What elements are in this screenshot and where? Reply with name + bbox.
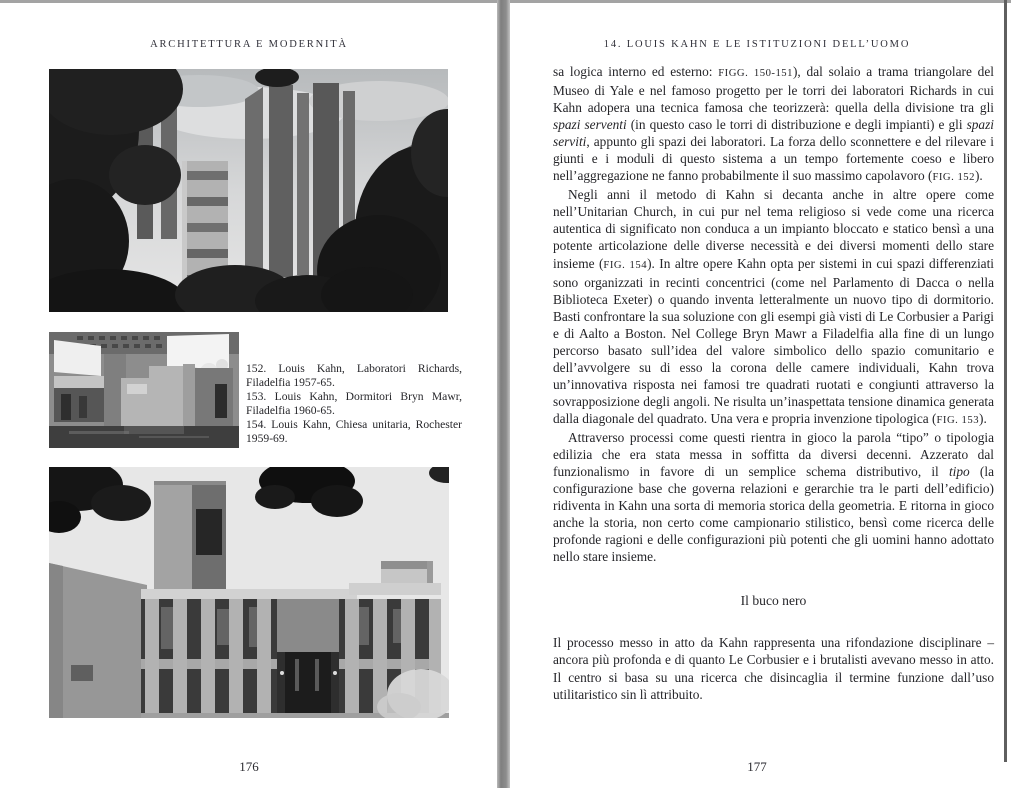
photo-richards-laboratories xyxy=(49,69,448,312)
photo-unitarian-church xyxy=(49,467,449,718)
paragraph-2: Negli anni il metodo di Kahn si decanta anche in altre opere come nell’Unitarian Church, in cui pur nel tema religioso si vede come una ricerca autentica di significato non conduca a un impianto bloccato e statico bensì a una potente articolazione delle diverse necessità e dei diversi momenti dello stare insieme (FIG. 154). In altre opere Kahn opta per sistemi in cui spazi differenziati sono organizzati in recinti concentrici (come nel Parlamento di Dacca o nella Biblioteca Exeter) o quando inventa letteralmente un nuovo tipo di dormitorio. Basti confrontare la sua soluzione con gli esempi già visti di Le Corbusier a Parigi e di Aalto a Boston. Nel College Bryn Mawr a Filadelfia alla fine di un lungo percorso basato sull’idea del valore simbolico dello spazio comunitario e dell’avvolgere su di esso la corona delle camere individuali, Kahn trova un’innovativa risposta nei famosi tre quadrati ruotati e congiunti attraverso la sovrapposizione degli angoli. Ne risulta un’inaspettata tensione dinamica generata dalla diagonale del quadrato. Una vera e propria invenzione tipologica (FIG. 153). xyxy=(553,187,994,426)
paragraph-1: sa logica interno ed esterno: FIGG. 150-151), dal solaio a trama triangolare del Museo di Yale e nel famoso progetto per le torri dei laboratori Richards in cui Kahn adopera una tecnica famosa che teorizzerà: quella della divisione tra gli spazi serventi (in questo caso le torri di distribuzione e degli impianti) e gli spazi serviti, appunto gli spazi dei laboratori. La forza dello sconnettere e del rilevare i giunti e i moduli di questo sistema a un tempo fortemente coeso e libero nell’aggregazione ne fanno probabilmente il suo massimo capolavoro (FIG. 152). xyxy=(553,64,994,184)
right-page-number: 177 xyxy=(747,759,767,774)
body-text xyxy=(553,63,994,703)
left-page-number: 176 xyxy=(239,759,259,774)
paragraph-4: Il processo messo in atto da Kahn rappresenta una rifondazione disciplinare – ancora più profonda e di quanto Le Corbusier e i brutalisti avevano messo in atto. Il centro si basa su una ricerca che disincaglia il termine funzione dall’uso utilitaristico sin lì attribuito. xyxy=(553,635,994,702)
figure-captions xyxy=(246,362,462,445)
right-page xyxy=(510,0,1004,792)
paragraph-3: Attraverso processi come questi rientra in gioco la parola “tipo” o tipologia edilizia che era stata messa in soffitta da diversi decenni. Azzerato dal funzionalismo in favore di un semplice schema distributivo, il tipo (la configurazione base che governa relazioni e gerarchie tra le parti dell’edificio) ridiventa in Kahn una sorta di memoria storica della geometria. E ritorna in gioco anche la storia, non certo come campionario stilistico, bensì come ricerca delle profonde ragioni e delle configurazioni più potenti che gli uomini hanno adottato nello stare insieme. xyxy=(553,429,994,565)
book-right-edge xyxy=(1004,0,1007,762)
left-page xyxy=(0,0,497,792)
caption-153: 153. Louis Kahn, Dormitori Bryn Mawr, Filadelfia 1960-65. xyxy=(246,389,462,417)
right-running-head: 14. LOUIS KAHN E LE ISTITUZIONI DELL’UOMO xyxy=(603,39,911,50)
caption-152: 152. Louis Kahn, Laboratori Richards, Filadelfia 1957-65. xyxy=(246,362,462,389)
caption-154: 154. Louis Kahn, Chiesa unitaria, Rochester 1959-69. xyxy=(246,417,462,445)
photo-interior-hall xyxy=(49,332,239,448)
left-running-head: ARCHITETTURA E MODERNITÀ xyxy=(150,39,348,50)
section-heading: Il buco nero xyxy=(740,593,807,609)
page-gutter xyxy=(497,0,510,788)
